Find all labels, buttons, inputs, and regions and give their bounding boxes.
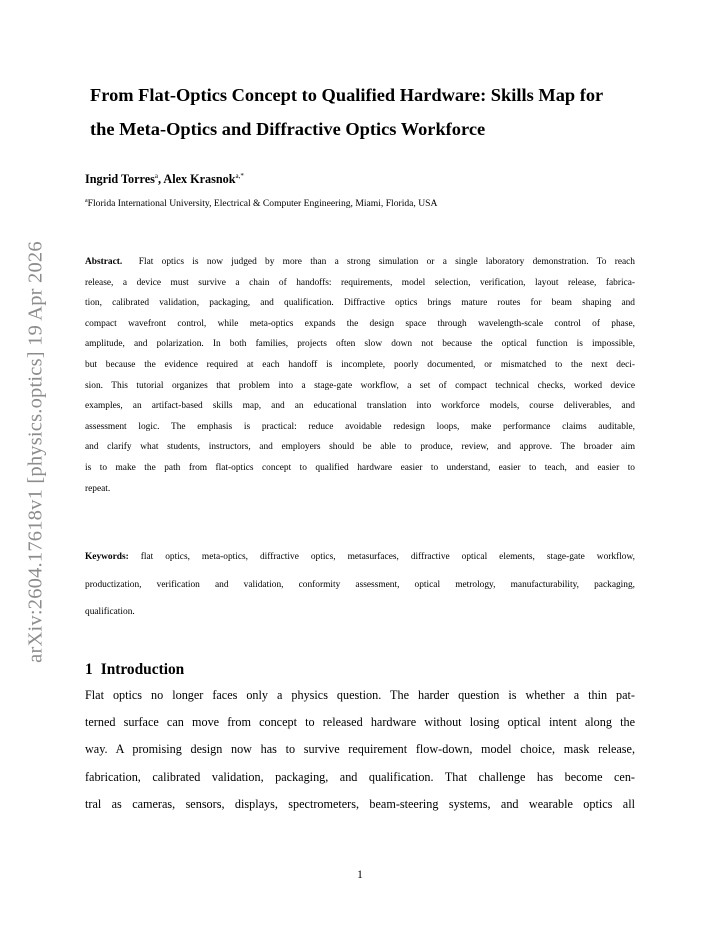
paper-title-line: From Flat-Optics Concept to Qualified Hardware: Skills Map for (90, 85, 604, 105)
paper-title (90, 78, 630, 146)
keywords-line-text: flat optics, meta-optics, diffractive optics, metasurfaces, diffractive optical elements, stage-gate workflow, (140, 552, 635, 562)
section-title: Introduction (100, 660, 185, 678)
body-line: way. A promising design now has to survive requirement flow-down, model choice, mask release, (85, 742, 635, 757)
abstract-line: and clarify what students, instructors, and employers should be able to produce, review, and approve. The broader aim (85, 442, 635, 453)
section-number: 1 (85, 660, 93, 678)
paper-title-line: the Meta-Optics and Diffractive Optics Workforce (90, 119, 486, 139)
author-separator: , (157, 172, 164, 186)
abstract-line: assessment logic. The emphasis is practical: reduce avoidable redesign loops, make performance claims auditable, (85, 421, 635, 432)
page-number: 1 (357, 869, 363, 881)
abstract (85, 252, 635, 499)
abstract-line: repeat. (85, 483, 111, 494)
section-heading (85, 661, 184, 679)
abstract-line: is to make the path from flat-optics concept to qualified hardware easier to understand, easier to teach, and easier to (85, 462, 635, 473)
body-line: tral as cameras, sensors, displays, spectrometers, beam-steering systems, and wearable optics all (85, 796, 635, 811)
affiliation-text: Florida International University, Electrical & Computer Engineering, Miami, Florida, USA (87, 198, 438, 209)
author-name: Alex Krasnok (163, 172, 236, 186)
author-affiliation-mark: a (154, 172, 158, 180)
keywords-line (85, 544, 635, 572)
abstract-line-text: Flat optics is now judged by more than a strong simulation or a single laboratory demonstration. To reach (138, 257, 635, 267)
keywords (85, 544, 635, 627)
arxiv-identifier-text: arXiv:2604.17618v1 [physics.optics] 19 Apr 2026 (24, 241, 47, 663)
keywords-label: Keywords: (85, 552, 129, 562)
abstract-line (85, 252, 635, 273)
abstract-line: release, a device must survive a chain of handoffs: requirements, model selection, verification, layout release, fabrica- (85, 277, 635, 288)
abstract-label: Abstract. (85, 257, 123, 267)
body-line: fabrication, calibrated validation, packaging, and qualification. That challenge has become cen- (85, 769, 635, 784)
body-line: Flat optics no longer faces only a physics question. The harder question is whether a thin pat- (85, 688, 635, 702)
abstract-line: sion. This tutorial organizes that problem into a stage-gate workflow, a set of compact technical checks, worked device (85, 380, 635, 391)
abstract-line: amplitude, and polarization. In both families, projects often slow down not because the optical function is impossible, (85, 339, 635, 350)
introduction-body (85, 682, 635, 818)
abstract-line: but because the evidence required at each handoff is incomplete, poorly documented, or mismatched to the next deci- (85, 359, 635, 370)
affiliation (85, 198, 437, 209)
author-name: Ingrid Torres (85, 172, 155, 186)
author-list (85, 172, 244, 187)
abstract-line: examples, an artifact-based skills map, and an educational translation into workforce models, course deliverables, and (85, 401, 635, 412)
affiliation-mark: a (85, 198, 88, 204)
author-affiliation-mark: a,* (235, 172, 244, 180)
abstract-line: tion, calibrated validation, packaging, and qualification. Diffractive optics brings mature routes for beam shaping and (85, 298, 635, 309)
abstract-line: compact wavefront control, while meta-optics expands the design space through wavelength-scale control of phase, (85, 318, 635, 329)
keywords-line: productization, verification and validation, conformity assessment, optical metrology, manufacturability, packaging, (85, 579, 635, 590)
body-line: terned surface can move from concept to released hardware without losing optical intent along the (85, 715, 635, 730)
keywords-line: qualification. (85, 607, 135, 617)
